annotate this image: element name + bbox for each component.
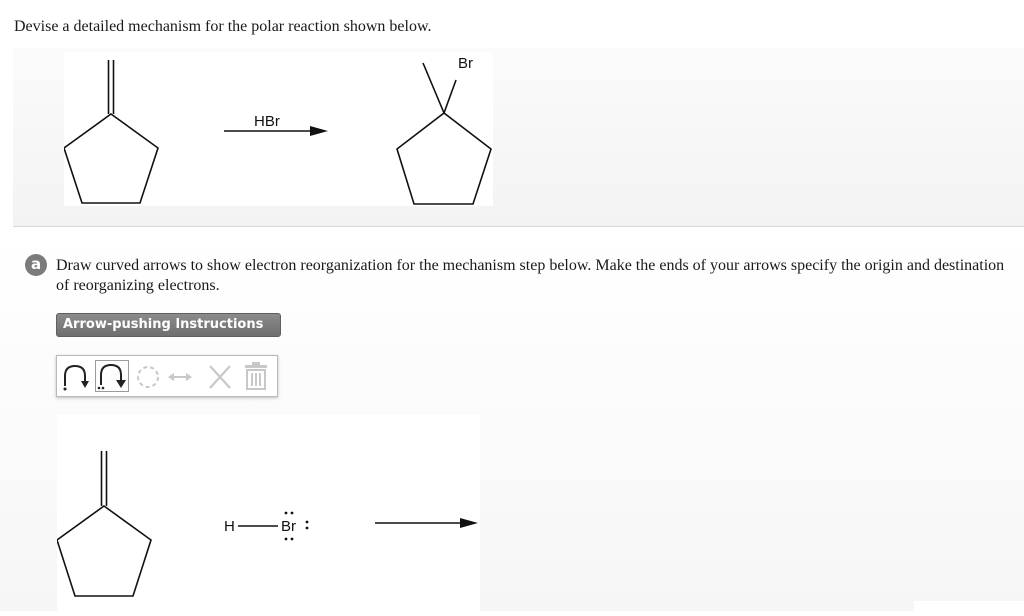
product-bromine-label: Br [458,55,473,72]
part-a-badge: a [25,254,47,276]
lasso-icon [131,360,165,392]
bromine-atom-label[interactable]: Br [281,518,296,535]
lasso-tool[interactable] [131,360,165,392]
single-electron-arrow-icon [59,360,93,392]
single-electron-arrow-tool[interactable] [59,360,93,392]
reactant-methylenecyclopentane [64,60,158,203]
electron-pair-arrow-icon [96,361,128,391]
delete-x-icon [203,360,237,392]
electron-pair-arrow-tool[interactable] [95,360,129,392]
hydrogen-atom-label[interactable]: H [224,518,235,535]
reaction-scheme [64,52,493,206]
mechanism-drawing-canvas[interactable] [57,415,480,611]
hbr-molecule[interactable] [224,512,308,541]
delete-tool[interactable] [203,360,237,392]
resonance-arrow-icon [163,360,197,392]
part-a-instructions: Draw curved arrows to show electron reorganization for the mechanism step below. Make the ends of your arrows specify the origin and destination of reorganizing electrons. [56,257,1005,294]
trash-icon [239,360,273,392]
mechanism-step-drawing [57,415,480,611]
arrow-pushing-instructions-button[interactable]: Arrow-pushing Instructions [56,313,281,337]
reaction-scheme-drawing [64,52,493,206]
resonance-arrow-tool[interactable] [163,360,197,392]
arrow-toolbar [56,355,278,397]
trash-tool[interactable] [239,360,273,392]
question-text: Devise a detailed mechanism for the polar reaction shown below. [14,18,432,35]
corner-decoration [914,601,1024,611]
methylenecyclopentane-molecule[interactable] [57,451,151,596]
mechanism-step-arrow [375,518,478,528]
product-bromomethylcyclopentane [397,63,491,204]
reagent-label: HBr [254,113,280,130]
